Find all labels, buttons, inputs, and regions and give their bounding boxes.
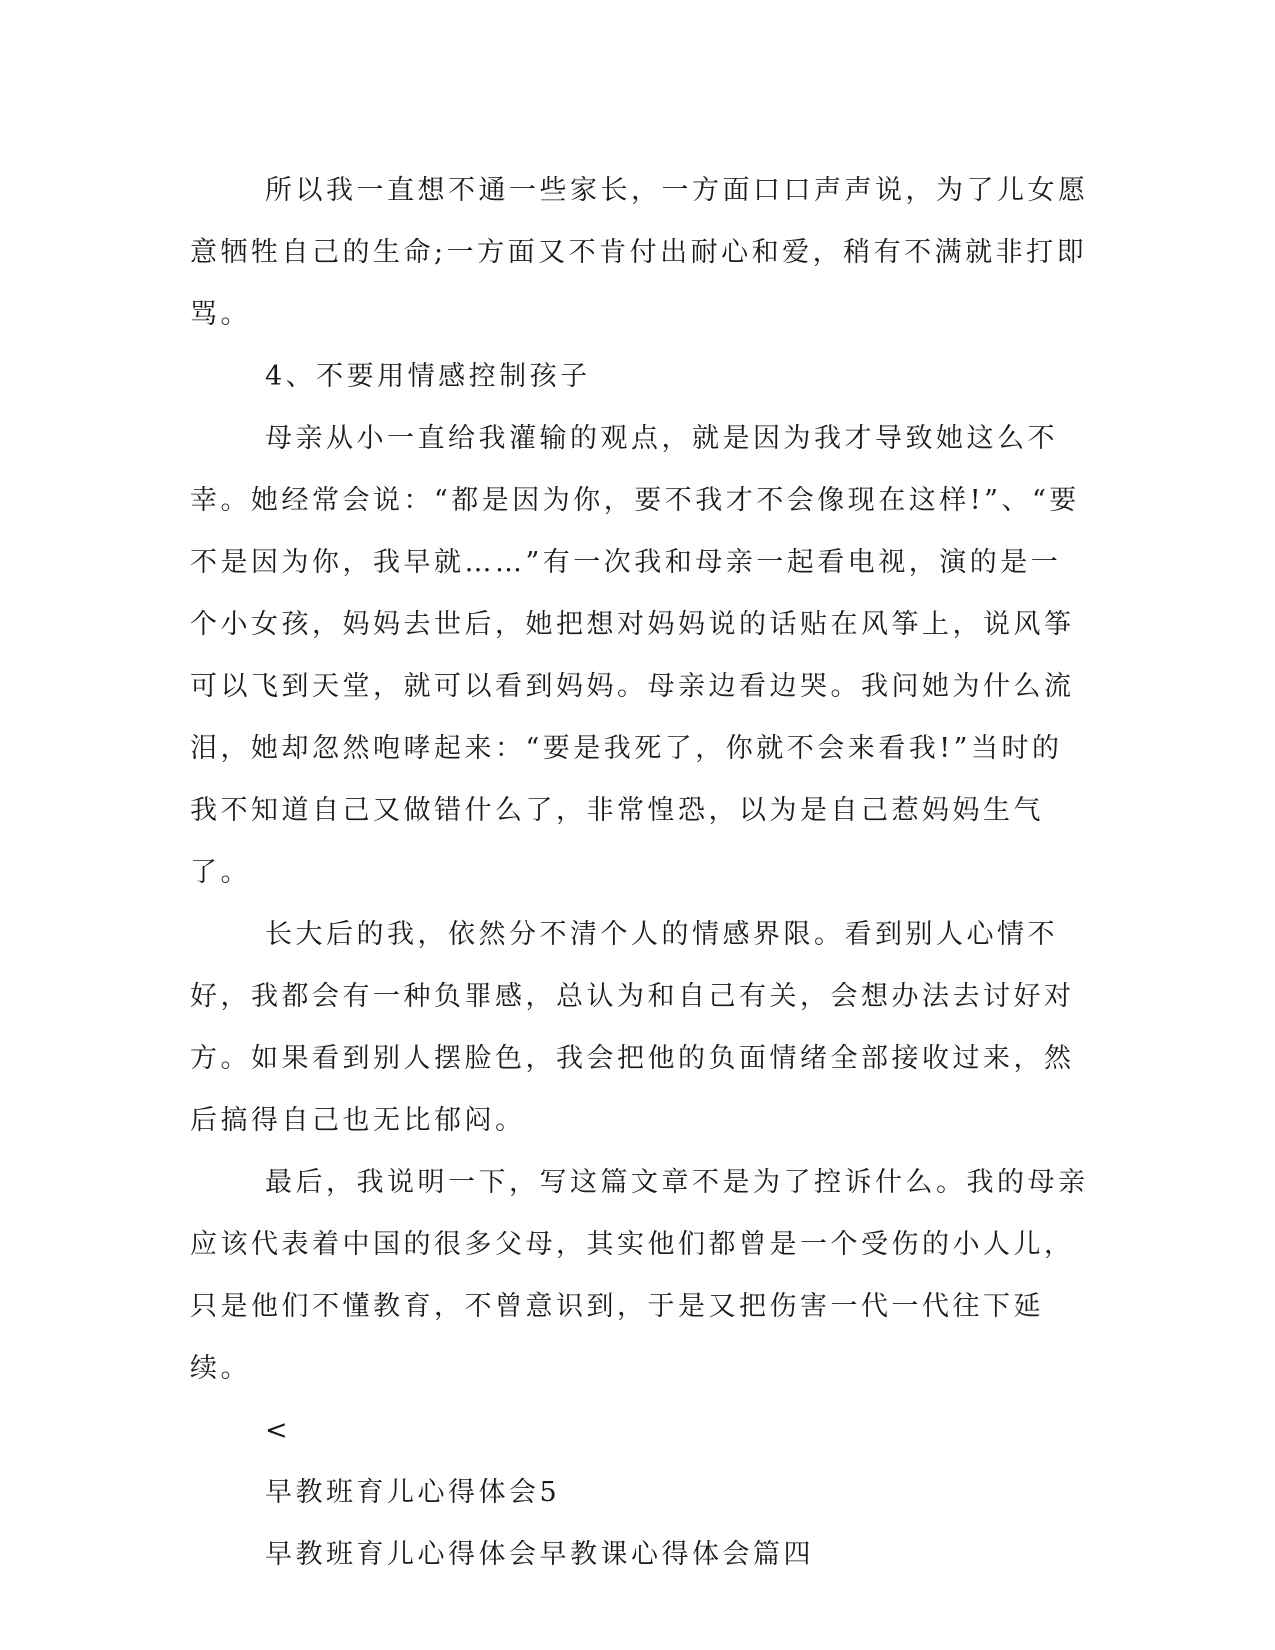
stray-symbol: < — [265, 1415, 292, 1446]
paragraph-parents-contradiction: 所以我一直想不通一些家长，一方面口口声声说，为了儿女愿意牺牲自己的生命;一方面又不肯付出耐心和爱，稍有不满就非打即骂。 — [190, 175, 1089, 330]
article-subtitle: 早教班育儿心得体会早教课心得体会篇四 — [265, 1539, 814, 1570]
article-title-5: 早教班育儿心得体会5 — [265, 1477, 561, 1508]
paragraph-conclusion: 最后，我说明一下，写这篇文章不是为了控诉什么。我的母亲应该代表着中国的很多父母，其实他们都曾是一个受伤的小人儿，只是他们不懂教育，不曾意识到，于是又把伤害一代一代往下延续。 — [190, 1167, 1089, 1384]
paragraph-emotional-boundaries: 长大后的我，依然分不清个人的情感界限。看到别人心情不好，我都会有一种负罪感，总认为和自己有关，会想办法去讨好对方。如果看到别人摆脸色，我会把他的负面情绪全部接收过来，然后搞得自己也无比郁闷。 — [190, 919, 1075, 1136]
document-body — [190, 160, 1090, 1586]
paragraph-mother-story: 母亲从小一直给我灌输的观点，就是因为我才导致她这么不幸。她经常会说：“都是因为你，要不我才不会像现在这样!”、“要不是因为你，我早就……”有一次我和母亲一起看电视，演的是一个小女孩，妈妈去世后，她把想对妈妈说的话贴在风筝上，说风筝可以飞到天堂，就可以看到妈妈。母亲边看边哭。我问她为什么流泪，她却忽然咆哮起来：“要是我死了，你就不会来看我!”当时的我不知道自己又做错什么了，非常惶恐，以为是自己惹妈妈生气了。 — [190, 423, 1080, 888]
section-heading-4: 4、不要用情感控制孩子 — [265, 361, 591, 392]
